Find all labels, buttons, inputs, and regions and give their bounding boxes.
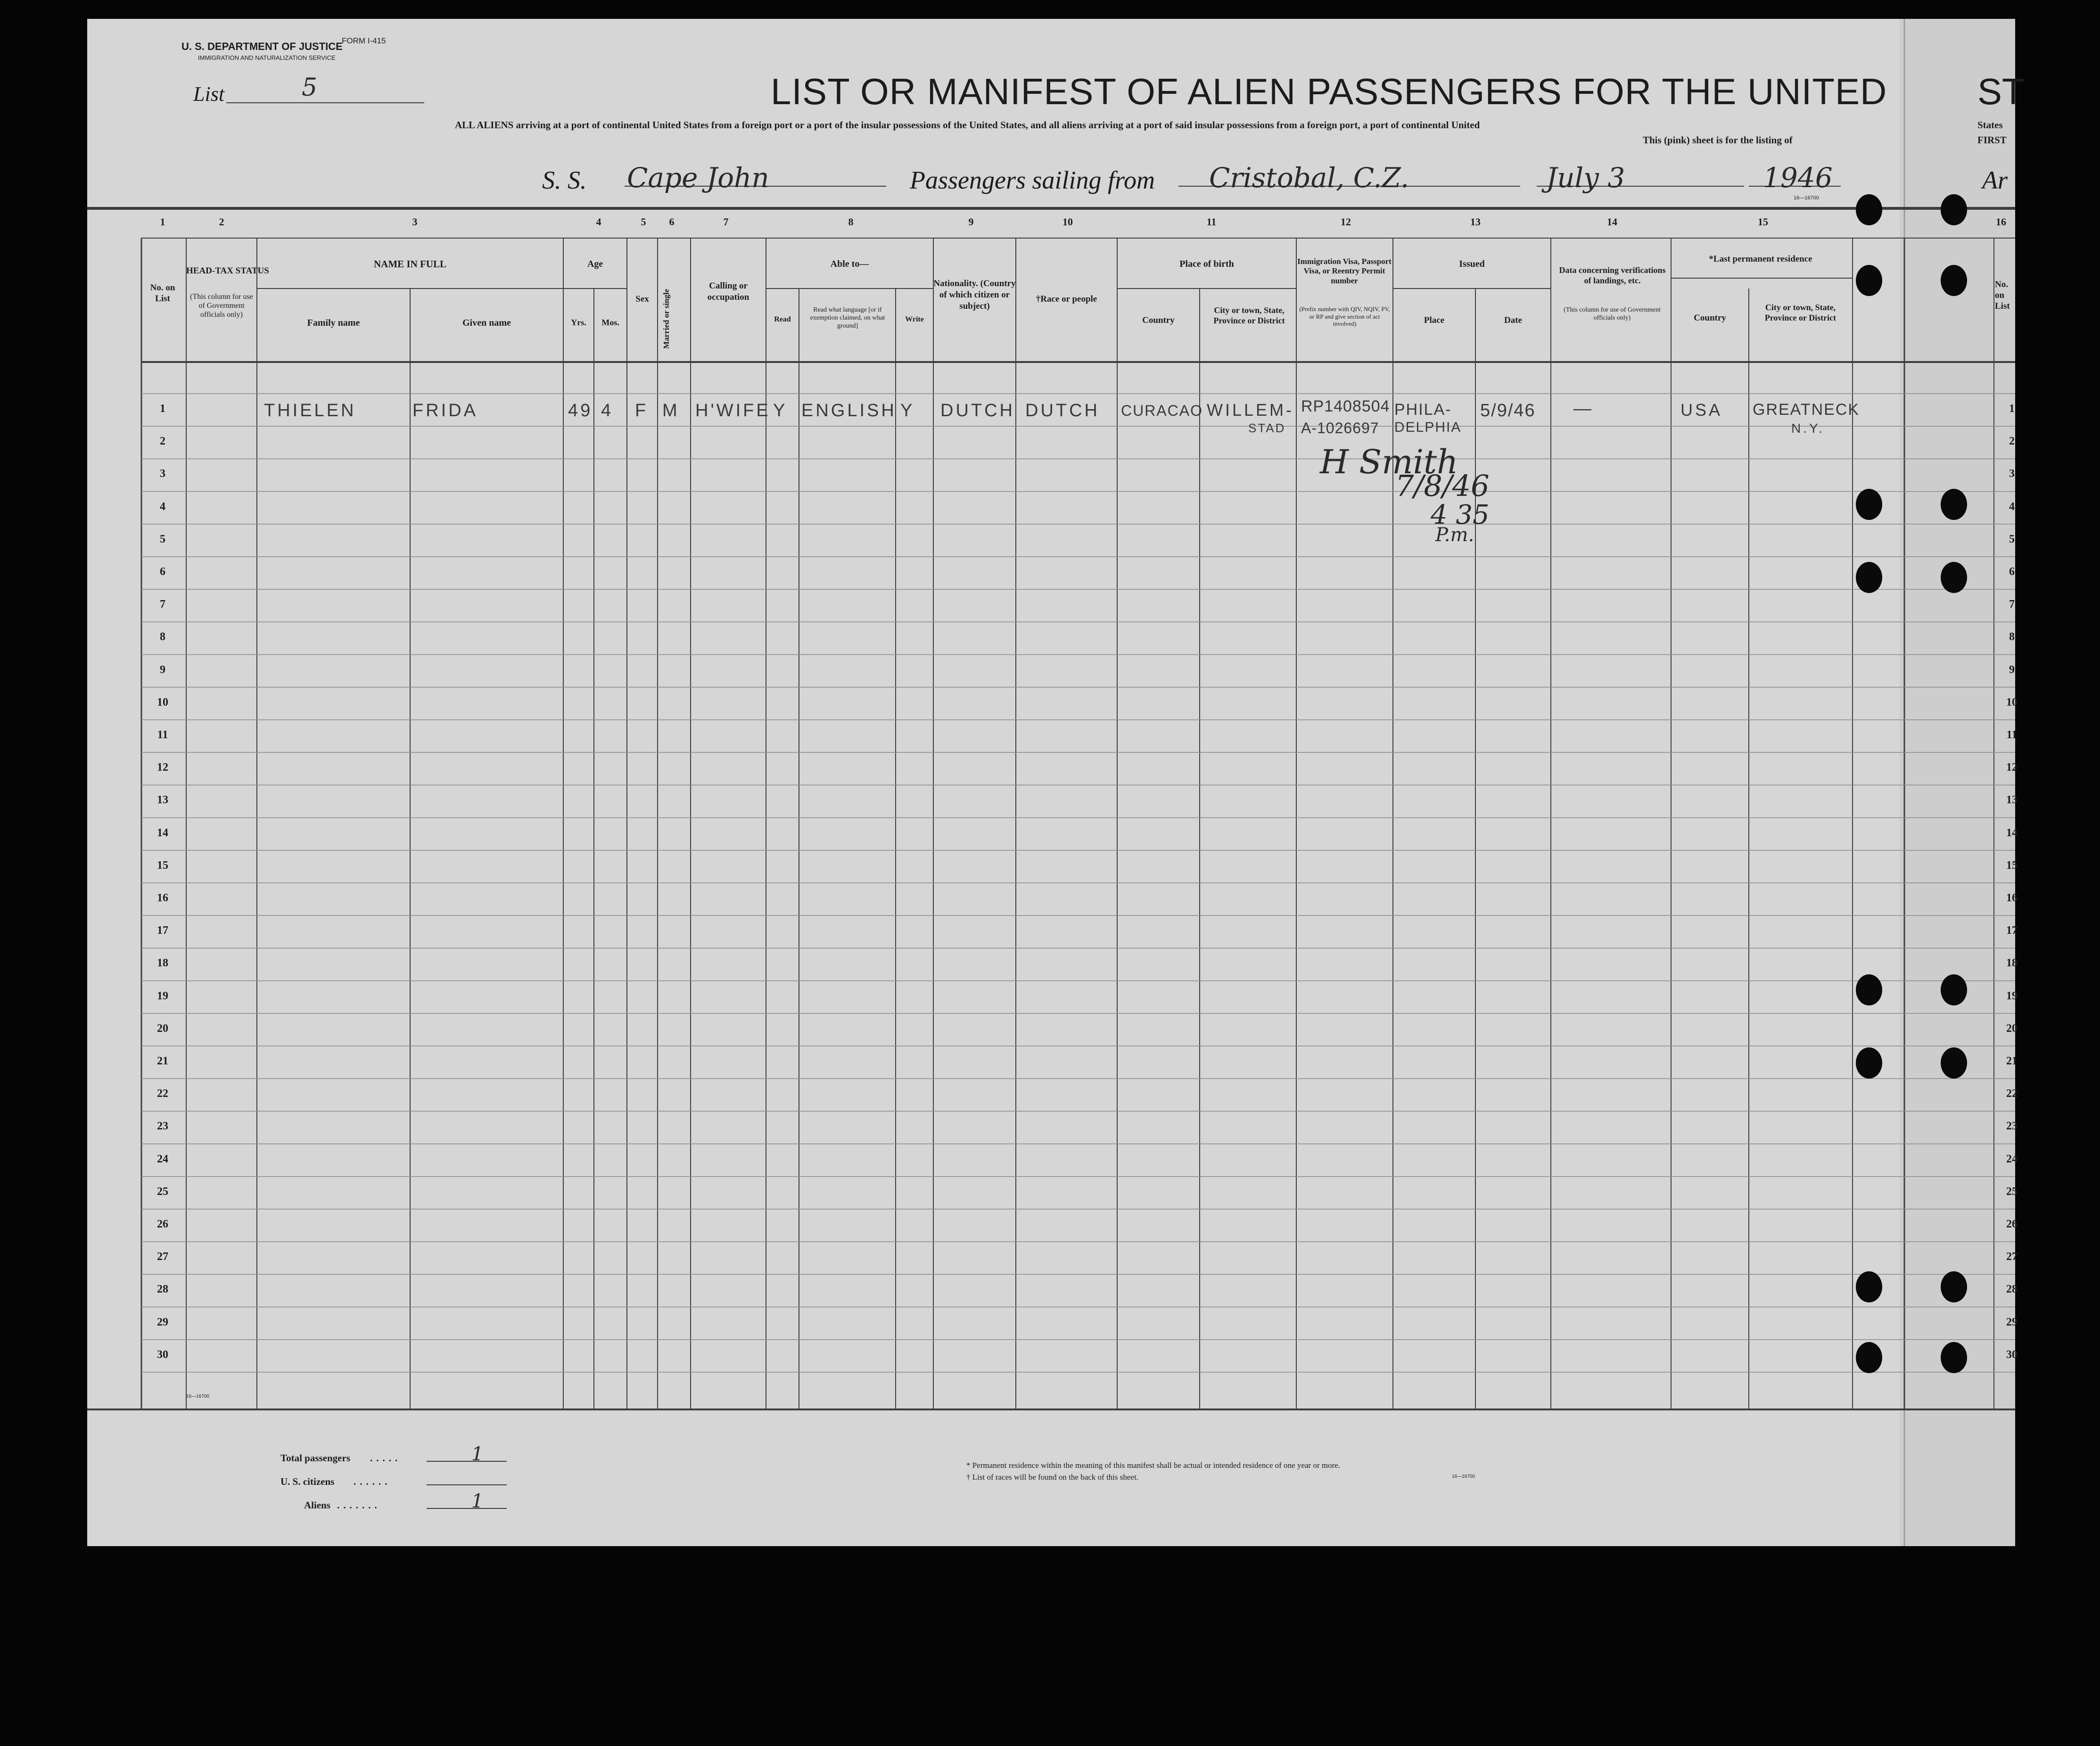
next-page-row-number: 28 xyxy=(2006,1283,2018,1296)
row-number: 26 xyxy=(157,1218,168,1230)
passenger-language: ENGLISH xyxy=(801,401,897,420)
passenger-write: Y xyxy=(900,401,915,420)
col-num-10: 10 xyxy=(1062,216,1073,228)
header-race: †Race or people xyxy=(1036,294,1097,304)
passenger-age-yrs: 49 xyxy=(568,401,593,420)
us-citizens-label: U. S. citizens xyxy=(280,1476,335,1487)
header-last-residence: *Last permanent residence xyxy=(1709,254,1812,264)
passenger-race: DUTCH xyxy=(1025,401,1100,420)
footnote-residence: * Permanent residence within the meaning of this manifest shall be actual or intended residence of one year or more. xyxy=(966,1461,1341,1470)
punch-hole xyxy=(1941,265,1967,296)
next-page-row-number: 8 xyxy=(2009,631,2015,643)
punch-hole xyxy=(1856,1047,1882,1079)
next-page-row-number: 3 xyxy=(2009,468,2015,480)
punch-hole xyxy=(1856,265,1882,296)
header-age: Age xyxy=(587,259,603,269)
header-birth-country: Country xyxy=(1142,315,1175,325)
punch-hole xyxy=(1856,194,1882,225)
passenger-sex: F xyxy=(635,401,649,420)
header-issued-date: Date xyxy=(1504,315,1522,325)
punch-hole xyxy=(1856,1271,1882,1302)
row-number: 30 xyxy=(157,1348,168,1361)
header-name-in-full: NAME IN FULL xyxy=(373,258,446,270)
next-page-row-number: 6 xyxy=(2009,566,2015,578)
next-page-row-number: 7 xyxy=(2009,598,2015,611)
next-page-row-number: 25 xyxy=(2006,1185,2018,1198)
inspection-date: 7/8/46 xyxy=(1395,469,1490,503)
passenger-visa: RP1408504 xyxy=(1301,397,1390,415)
header-family-name: Family name xyxy=(307,318,360,328)
col-num-2: 2 xyxy=(219,216,224,228)
passenger-calling: H'WIFE xyxy=(695,401,771,420)
passenger-birth-city-2: STAD xyxy=(1248,421,1286,435)
row-number: 29 xyxy=(157,1316,168,1328)
next-page-subtitle-fragment-2: FIRST xyxy=(1977,134,2007,146)
col-num-15: 15 xyxy=(1758,216,1768,228)
col-num-6: 6 xyxy=(669,216,675,228)
row-number: 14 xyxy=(157,826,168,839)
passenger-nationality: DUTCH xyxy=(940,401,1015,420)
header-issued-place: Place xyxy=(1424,315,1445,325)
col-num-7: 7 xyxy=(723,216,729,228)
passenger-age-mos: 4 xyxy=(601,401,614,420)
row-number: 19 xyxy=(157,989,168,1002)
col-num-3: 3 xyxy=(412,216,418,228)
passenger-visa-2: A-1026697 xyxy=(1301,420,1379,436)
next-page-row-number: 29 xyxy=(2006,1316,2018,1328)
header-issued: Issued xyxy=(1459,259,1485,269)
row-number: 7 xyxy=(160,598,165,611)
row-number: 3 xyxy=(160,468,165,480)
next-page-row-number: 10 xyxy=(2006,696,2018,708)
next-page-row-number: 16 xyxy=(2006,892,2018,904)
next-page-row-number: 26 xyxy=(2006,1218,2018,1230)
header-able-to: Able to— xyxy=(830,259,869,269)
row-number: 2 xyxy=(160,435,165,448)
row-number: 13 xyxy=(157,794,168,807)
next-page-row-number: 21 xyxy=(2006,1055,2018,1067)
next-page-row-number: 11 xyxy=(2006,729,2018,741)
agency-service: IMMIGRATION AND NATURALIZATION SERVICE xyxy=(198,54,336,61)
passenger-birth-city: WILLEM- xyxy=(1207,400,1294,420)
punch-hole xyxy=(1941,1047,1967,1079)
manifest-subtitle-2: This (pink) sheet is for the listing of xyxy=(1643,134,1793,146)
row-number: 16 xyxy=(157,892,168,904)
passenger-res-city-2: N.Y. xyxy=(1791,421,1825,436)
header-mos: Mos. xyxy=(601,318,619,327)
row-number: 17 xyxy=(157,924,168,937)
paper-sheet xyxy=(87,19,2015,1546)
row-number: 4 xyxy=(160,500,165,513)
next-page-row-number: 22 xyxy=(2006,1087,2018,1100)
punch-hole xyxy=(1856,489,1882,520)
aliens-value: 1 xyxy=(471,1491,484,1512)
row-number: 10 xyxy=(157,696,168,708)
col-num-12: 12 xyxy=(1341,216,1351,228)
sailing-label: Passengers sailing from xyxy=(910,166,1155,194)
passenger-res-country: USA xyxy=(1680,400,1723,420)
row-number: 6 xyxy=(160,566,165,578)
aliens-label: Aliens xyxy=(304,1499,331,1511)
col-num-13: 13 xyxy=(1470,216,1481,228)
next-page-row-number: 23 xyxy=(2006,1120,2018,1133)
col-num-16: 16 xyxy=(1996,216,2006,228)
col-num-11: 11 xyxy=(1206,216,1217,228)
row-number: 11 xyxy=(157,729,168,741)
ss-label: S. S. xyxy=(542,166,587,194)
header-no-on-list: No. on List xyxy=(150,283,175,304)
col-num-8: 8 xyxy=(848,216,854,228)
next-page-row-number: 14 xyxy=(2006,826,2018,839)
header-head-tax: HEAD-TAX STATUS xyxy=(186,266,269,276)
passenger-data-verif: — xyxy=(1573,399,1594,419)
next-page-row-number: 19 xyxy=(2006,989,2018,1002)
header-language: Read what language [or if exemption claimed, on what ground] xyxy=(810,306,885,329)
next-page-row-number: 17 xyxy=(2006,924,2018,937)
next-page-row-number: 5 xyxy=(2009,533,2015,545)
inspection-ampm: P.m. xyxy=(1435,524,1474,546)
passenger-given-name: FRIDA xyxy=(412,401,478,420)
row-number: 25 xyxy=(157,1185,168,1198)
header-res-city: City or town, State, Province or District xyxy=(1764,303,1836,322)
col-num-14: 14 xyxy=(1607,216,1617,228)
next-page-row-number: 13 xyxy=(2006,794,2018,807)
header-data-verif-note: (This column for use of Government officials only) xyxy=(1564,306,1661,321)
next-page-row-number: 2 xyxy=(2009,435,2015,448)
row-number: 24 xyxy=(157,1153,168,1165)
next-page-row-number: 18 xyxy=(2006,957,2018,970)
next-page-ship-fragment: Ar xyxy=(1982,166,2008,194)
row-number: 22 xyxy=(157,1087,168,1100)
next-page-row-number: 20 xyxy=(2006,1022,2018,1035)
col-num-5: 5 xyxy=(641,216,646,228)
inspection-time: 4 35 xyxy=(1431,500,1490,530)
row-number: 1 xyxy=(160,403,165,415)
next-page-row-number: 1 xyxy=(2009,403,2015,415)
row-number: 21 xyxy=(157,1055,168,1067)
total-passengers-value: 1 xyxy=(471,1443,484,1465)
header-next-page-no: No. on List xyxy=(1995,280,2010,311)
footer-print-code-left: 16—16700 xyxy=(186,1394,209,1399)
header-place-of-birth: Place of birth xyxy=(1179,259,1234,269)
passenger-issued-date: 5/9/46 xyxy=(1480,401,1536,420)
inspector-signature: H Smith xyxy=(1320,443,1458,481)
header-married: Married or single xyxy=(662,288,671,349)
manifest-subtitle: ALL ALIENS arriving at a port of continental United States from a foreign port or a port of the insular possessions of the United States, and all aliens arriving at a port of said insular possessions from a foreign port, a port of continental United xyxy=(455,119,1480,131)
list-label: List xyxy=(193,82,225,106)
next-page-row-number: 27 xyxy=(2006,1251,2018,1263)
header-birth-city: City or town, State, Province or District xyxy=(1213,305,1285,325)
next-page-row-number: 24 xyxy=(2006,1153,2018,1165)
punch-hole xyxy=(1941,194,1967,225)
passenger-birth-country: CURACAO xyxy=(1121,402,1203,419)
header-visa-note: (Prefix number with QIV, NQIV, PV, or RP and give section of act involved) xyxy=(1299,305,1390,328)
header-yrs: Yrs. xyxy=(571,318,586,327)
header-print-code: 16—16700 xyxy=(1794,195,1819,201)
punch-hole xyxy=(1941,1342,1967,1373)
form-number: FORM I-415 xyxy=(342,36,386,45)
row-number: 20 xyxy=(157,1022,168,1035)
row-number: 23 xyxy=(157,1120,168,1133)
punch-hole xyxy=(1941,974,1967,1005)
header-read: Read xyxy=(774,315,791,323)
punch-hole xyxy=(1856,1342,1882,1373)
col-num-1: 1 xyxy=(160,216,165,228)
aliens-leader: ....... xyxy=(337,1499,381,1511)
col-num-9: 9 xyxy=(968,216,974,228)
next-page-subtitle-fragment: States xyxy=(1977,119,2003,131)
punch-hole xyxy=(1856,974,1882,1005)
footer-print-code-right: 16—16700 xyxy=(1452,1474,1475,1479)
header-calling: Calling or occupation xyxy=(707,281,749,302)
next-page-title-fragment: ST xyxy=(1977,71,2025,112)
total-passengers-label: Total passengers xyxy=(280,1452,350,1464)
passenger-read: Y xyxy=(773,401,788,420)
header-write: Write xyxy=(905,315,924,323)
passenger-married: M xyxy=(662,401,680,420)
punch-hole xyxy=(1941,489,1967,520)
row-number: 9 xyxy=(160,663,165,676)
passenger-res-city: GREATNECK xyxy=(1753,401,1860,419)
agency-name: U. S. DEPARTMENT OF JUSTICE xyxy=(181,41,343,52)
header-given-name: Given name xyxy=(462,318,511,328)
header-nationality: Nationality. (Country of which citizen or subject) xyxy=(933,279,1016,311)
row-number: 15 xyxy=(157,859,168,872)
row-number: 27 xyxy=(157,1251,168,1263)
header-sex: Sex xyxy=(635,294,649,304)
next-page-row-number: 12 xyxy=(2006,761,2018,774)
next-page-row-number: 30 xyxy=(2006,1348,2018,1361)
us-citizens-leader: ...... xyxy=(354,1476,391,1487)
right-scan-edge xyxy=(2015,14,2100,1746)
passenger-issued-place: PHILA- xyxy=(1394,401,1452,419)
next-page-row-number: 15 xyxy=(2006,859,2018,872)
row-number: 5 xyxy=(160,533,165,545)
sailing-year: 1946 xyxy=(1763,162,1833,194)
row-number: 28 xyxy=(157,1283,168,1296)
passenger-family-name: THIELEN xyxy=(264,401,356,420)
punch-hole xyxy=(1941,562,1967,593)
passenger-issued-place-2: DELPHIA xyxy=(1394,420,1462,435)
footnote-races: † List of races will be found on the back of this sheet. xyxy=(966,1473,1138,1482)
col-num-4: 4 xyxy=(596,216,601,228)
header-data-verif: Data concerning verifications of landings, etc. xyxy=(1559,265,1666,285)
list-number: 5 xyxy=(302,74,318,102)
punch-hole xyxy=(1941,1271,1967,1302)
next-page-row-number: 4 xyxy=(2009,500,2015,513)
header-visa: Immigration Visa, Passport Visa, or Reentry Permit number xyxy=(1297,257,1392,285)
header-head-tax-note: (This column for use of Government officials only) xyxy=(190,293,253,319)
total-passengers-leader: ..... xyxy=(370,1452,402,1464)
sailing-date: July 3 xyxy=(1546,162,1625,194)
next-page-row-number: 9 xyxy=(2009,663,2015,676)
row-number: 18 xyxy=(157,957,168,970)
manifest-title: LIST OR MANIFEST OF ALIEN PASSENGERS FOR THE UNITED xyxy=(771,71,1887,112)
header-res-country: Country xyxy=(1694,313,1726,323)
paper-fold-shadow xyxy=(1900,19,2015,1546)
ship-name: Cape John xyxy=(627,162,769,194)
row-number: 8 xyxy=(160,631,165,643)
row-number: 12 xyxy=(157,761,168,774)
sailing-port: Cristobal, C.Z. xyxy=(1209,162,1409,194)
punch-hole xyxy=(1856,562,1882,593)
